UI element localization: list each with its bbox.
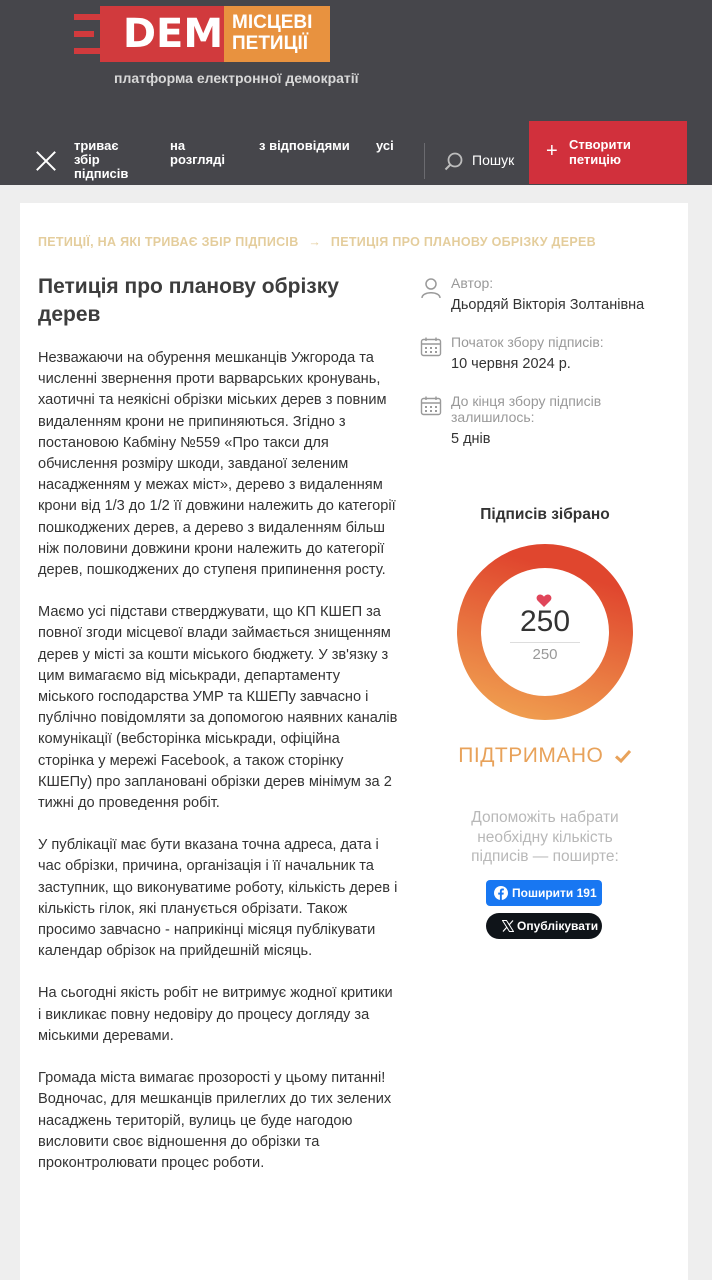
logo-line-1: МІСЦЕВІ — [232, 12, 313, 33]
site-tagline: платформа електронної демократії — [114, 70, 359, 86]
nav-divider — [424, 143, 425, 179]
create-petition-label: Створити петицію — [569, 137, 631, 167]
search-label: Пошук — [472, 152, 515, 168]
petition-card — [20, 203, 688, 1280]
breadcrumb-current: ПЕТИЦІЯ ПРО ПЛАНОВУ ОБРІЗКУ ДЕРЕВ — [330, 235, 596, 249]
facebook-share-button[interactable] — [486, 880, 602, 906]
share-help-text: Допоможіть набрати необхідну кількість підписів — поширте: — [471, 809, 619, 865]
calendar-icon — [420, 395, 442, 417]
nav-item-all[interactable]: усі — [376, 138, 394, 153]
page-title: Петиція про планову обрізку дерев — [38, 275, 339, 326]
status-badge — [420, 744, 670, 768]
create-petition-button[interactable] — [529, 121, 687, 184]
breadcrumb-arrow-icon: → — [308, 235, 322, 249]
breadcrumb — [38, 235, 596, 249]
plus-icon: + — [546, 140, 558, 162]
petition-paragraph: Громада міста вимагає прозорості у цьому питанні! Водночас, для мешканців прилеглих до тих зелених насаджень територій, вулиць це буде нагодою висловити своє відношення до обрізки та проконтролювати процес роботи. — [38, 1070, 392, 1171]
search-icon — [444, 152, 464, 172]
logo-subtitle — [224, 6, 330, 62]
count-divider — [510, 642, 580, 643]
petition-paragraph: Маємо усі підстави стверджувати, що КП КШЕП за повної згоди місцевої влади займається знищенням дерев у місті за кошти міського бюджету. У зв'язку з цим вимагаємо від міськради, департаменту міського господарства УМР та КШЕПу завчасно і публічно повідомляти за допомогою наявних каналів комунікації (вебсторінка міськради, офіційна сторінка у мережі Facebook, а також сторінку КШЕПу) про заплановані обрізки дерев мінімум за 2 тижні до проведення робіт. — [38, 604, 398, 812]
petition-paragraph: Незважаючи на обурення мешканців Ужгорода та численні звернення проти варварських кронувань, хаотичні та неякісні обрізки міських дерев з повним видаленням крони не припиняються. Згідно з постановою Кабміну №559 «Про такси для обчислення розміру шкоди, завданої зеленим насадженням у межах міст», дерево з видаленням крони від 1/3 до 1/2 її довжини належить до категорії пошкоджених дерев, а дерево з видаленням більш ніж половини довжини крони належить до категорії дерев, пошкоджених до ступеня припинення росту. — [38, 350, 396, 579]
petition-body — [38, 348, 398, 1195]
petition-paragraph: На сьогодні якість робіт не витримує жодної критики і викликає повну недовіру до процесу догляду за міськими деревами. — [38, 985, 393, 1044]
x-share-label: Опублікувати — [517, 919, 599, 933]
site-header — [0, 0, 712, 185]
logo-line-2: ПЕТИЦІЇ — [232, 33, 308, 54]
start-date-label: Початок збору підписів: — [451, 334, 604, 350]
author-label: Автор: — [451, 275, 494, 291]
signatures-count: 250 — [519, 605, 571, 638]
remaining-label: До кінця збору підписів залишилось: — [451, 393, 602, 425]
user-icon — [420, 277, 442, 299]
remaining-value: 5 днів — [451, 431, 491, 447]
checkmark-icon — [614, 748, 632, 764]
breadcrumb-parent[interactable]: ПЕТИЦІЇ, НА ЯКІ ТРИВАЄ ЗБІР ПІДПИСІВ — [38, 235, 299, 249]
status-label: ПІДТРИМАНО — [458, 744, 604, 767]
author-value: Дьордяй Вікторія Золтанівна — [451, 297, 645, 313]
signatures-goal: 250 — [532, 646, 558, 663]
close-icon[interactable] — [35, 150, 57, 172]
facebook-share-label: Поширити 191 — [512, 886, 597, 900]
nav-item-collecting[interactable]: триває збір підписів — [74, 138, 129, 181]
petition-paragraph: У публікації має бути вказана точна адреса, дата і час обрізки, причина, організація і її начальник та заступник, що виконуватиме роботу, кількість дерев і кількість гілок, які планується обрізати. Також просимо завчасно - наприкінці місяця публікувати календар обрізок на прийдешній місяць. — [38, 837, 398, 960]
calendar-icon — [420, 336, 442, 358]
start-date-value: 10 червня 2024 р. — [451, 356, 571, 372]
logo-dem-text: DEM — [100, 6, 246, 62]
facebook-icon — [494, 886, 508, 900]
signatures-title: Підписів зібрано — [480, 506, 610, 523]
nav-item-under-review[interactable]: на розгляді — [170, 138, 225, 167]
site-logo[interactable] — [74, 6, 334, 62]
x-share-button[interactable] — [486, 913, 602, 939]
nav-item-answered[interactable]: з відповідями — [259, 138, 350, 153]
x-logo-icon — [502, 920, 514, 932]
